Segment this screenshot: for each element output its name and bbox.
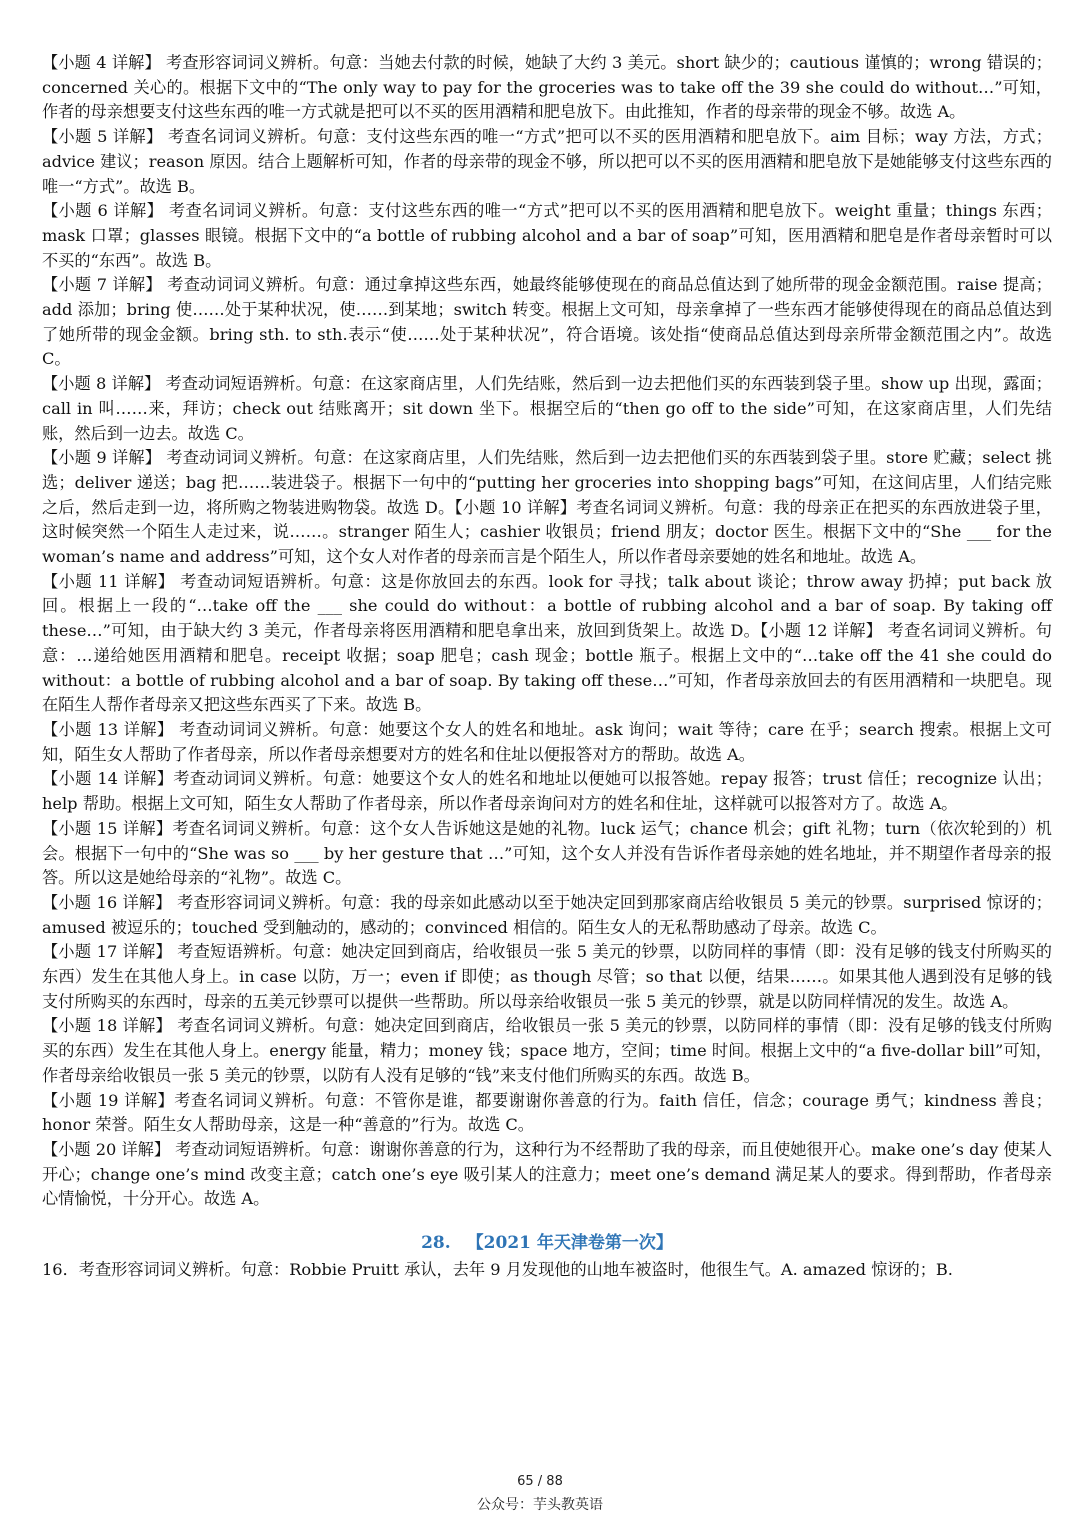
explanation-q4: 【小题 4 详解】 考查形容词词义辨析。句意：当她去付款的时候，她缺了大约 3 美元。short 缺少的；cautious 谨慎的；wrong 错误的；concerned 关心的。根据下文中的“The only way to pay for the groceries was to take off the 39 she could do without…”可知，作者的母亲想要支付这些东西的唯一方式就是把可以不买的医用酒精和肥皂放下。由此推知，作者的母亲带的现金不够。故选 A。 [42, 53, 1052, 122]
section-number: 28. [421, 1233, 451, 1254]
explanation-q13: 【小题 13 详解】 考查动词词义辨析。句意：她要这个女人的姓名和地址。ask 询问；wait 等待；care 在乎；search 搜索。根据上文可知，陌生女人帮助了作者母亲，所以作者母亲想要对方的姓名和住址以便报答对方的帮助。故选 A。 [42, 719, 1052, 764]
explanation-q15: 【小题 15 详解】考查名词词义辨析。句意：这个女人告诉她这是她的礼物。luck 运气；chance 机会；gift 礼物；turn（依次轮到的）机会。根据下一句中的“She was so ___ by her gesture that …”可知，这个女人并没有告诉作者母亲她的姓名地址，并不期望作者母亲的报答。所以这是她给母亲的“礼物”。故选 C。 [42, 818, 1052, 888]
answer-explanations [42, 51, 1052, 1283]
explanation-q17: 【小题 17 详解】 考查短语辨析。句意：她决定回到商店，给收银员一张 5 美元的钞票，以防同样的事情（即：没有足够的钱支付所购买的东西）发生在其他人身上。in case 以防，万一；even if 即使；as though 尽管；so that 以便，结果……。如果其他人遇到没有足够的钱支付所购买的东西时，母亲的五美元钞票可以提供一些帮助。所以母亲给收银员一张 5 美元的钞票，就是以防同样情况的发生。故选 A。 [42, 942, 1052, 1011]
footer-account: 公众号：芋头教英语 [477, 1497, 603, 1513]
explanation-q16: 【小题 16 详解】 考查形容词词义辨析。句意：我的母亲如此感动以至于她决定回到那家商店给收银员 5 美元的钞票。surprised 惊讶的；amused 被逗乐的；touched 受到触动的，感动的；convinced 相信的。陌生女人的无私帮助感动了母亲。故选 C。 [42, 892, 1052, 937]
explanation-q7: 【小题 7 详解】 考查动词词义辨析。句意：通过拿掉这些东西，她最终能够使现在的商品总值达到了她所带的现金金额范围。raise 提高；add 添加；bring 使……处于某种状况，使……到某地；switch 转变。根据上文可知，母亲拿掉了一些东西才能够使得现在的商品总值达到了她所带的现金金额。bring sth. to sth.表示“使……处于某种状况”，符合语境。该处指“使商品总值达到母亲所带金额范围之内”。故选 C。 [42, 275, 1052, 369]
section-heading [42, 1230, 1052, 1256]
section-title: 【2021 年天津卷第一次】 [466, 1233, 673, 1254]
explanation-q5: 【小题 5 详解】 考查名词词义辨析。句意：支付这些东西的唯一“方式”把可以不买的医用酒精和肥皂放下。aim 目标；way 方法，方式；advice 建议；reason 原因。结合上题解析可知，作者的母亲带的现金不够，所以把可以不买的医用酒精和肥皂放下是她能够支付这些东西的唯一“方式”。故选 B。 [42, 127, 1052, 196]
explanation-q9-q10: 【小题 9 详解】 考查动词词义辨析。句意：在这家商店里，人们先结账，然后到一边去把他们买的东西装到袋子里。store 贮藏；select 挑选；deliver 递送；bag 把……装进袋子。根据下一句中的“putting her groceries into shopping bags”可知，在这间店里，人们结完账之后，然后走到一边，将所购之物装进购物袋。故选 D。【小题 10 详解】考查名词词义辨析。句意：我的母亲正在把买的东西放进袋子里，这时候突然一个陌生人走过来，说……。stranger 陌生人；cashier 收银员；friend 朋友；doctor 医生。根据下文中的“She ___ for the woman’s name and address”可知，这个女人对作者的母亲而言是个陌生人，所以作者母亲要她的姓名和地址。故选 A。 [42, 448, 1052, 567]
explanation-q20: 【小题 20 详解】 考查动词短语辨析。句意：谢谢你善意的行为，这种行为不经帮助了我的母亲，而且使她很开心。make one’s day 使某人开心；change one’s mind 改变主意；catch one’s eye 吸引某人的注意力；meet one’s demand 满足某人的要求。得到帮助，作者母亲心情愉悦，十分开心。故选 A。 [42, 1139, 1052, 1209]
explanation-next-section: 16．考查形容词词义辨析。句意：Robbie Pruitt 承认，去年 9 月发现他的山地车被盗时，他很生气。A. amazed 惊讶的；B. [42, 1260, 953, 1280]
explanation-q14: 【小题 14 详解】考查动词词义辨析。句意：她要这个女人的姓名和地址以便她可以报答她。repay 报答；trust 信任；recognize 认出；help 帮助。根据上文可知，陌生女人帮助了作者母亲，所以作者母亲询问对方的姓名和住址，这样就可以报答对方了。故选 A。 [42, 769, 1052, 814]
explanation-q19: 【小题 19 详解】考查名词词义辨析。句意：不管你是谁，都要谢谢你善意的行为。faith 信任，信念；courage 勇气；kindness 善良；honor 荣誉。陌生女人帮助母亲，这是一种“善意的”行为。故选 C。 [42, 1090, 1052, 1135]
explanation-q11-q12: 【小题 11 详解】 考查动词短语辨析。句意：这是你放回去的东西。look for 寻找；talk about 谈论；throw away 扔掉；put back 放回。根据上一段的“…take off the ___ she could do without：a bottle of rubbing alcohol and a bar of soap. By taking off these…”可知，由于缺大约 3 美元，作者母亲将医用酒精和肥皂拿出来，放回到货架上。故选 D。【小题 12 详解】 考查名词词义辨析。句意：…递给她医用酒精和肥皂。receipt 收据；soap 肥皂；cash 现金；bottle 瓶子。根据上文中的“…take off the 41 she could do without：a bottle of rubbing alcohol and a bar of soap. By taking off these…”可知，作者母亲放回去的有医用酒精和一块肥皂。现在陌生人帮作者母亲又把这些东西买了下来。故选 B。 [42, 571, 1052, 715]
page-number: 65 / 88 [517, 1474, 563, 1489]
explanation-q18: 【小题 18 详解】 考查名词词义辨析。句意：她决定回到商店，给收银员一张 5 美元的钞票，以防同样的事情（即：没有足够的钱支付所购买的东西）发生在其他人身上。energy 能量，精力；money 钱；space 地方，空间；time 时间。根据上文中的“a five-dollar bill”可知，作者母亲给收银员一张 5 美元的钞票，以防有人没有足够的“钱”来支付他们所购买的东西。故选 B。 [42, 1016, 1052, 1085]
explanation-q6: 【小题 6 详解】 考查名词词义辨析。句意：支付这些东西的唯一“方式”把可以不买的医用酒精和肥皂放下。weight 重量；things 东西；mask 口罩；glasses 眼镜。根据下文中的“a bottle of rubbing alcohol and a bar of soap”可知，医用酒精和肥皂是作者母亲暂时可以不买的“东西”。故选 B。 [42, 201, 1052, 270]
explanation-q8: 【小题 8 详解】 考查动词短语辨析。句意：在这家商店里，人们先结账，然后到一边去把他们买的东西装到袋子里。show up 出现，露面；call in 叫……来，拜访；check out 结账离开；sit down 坐下。根据空后的“then go off to the side”可知，在这家商店里，人们先结账，然后到一边去。故选 C。 [42, 374, 1052, 443]
